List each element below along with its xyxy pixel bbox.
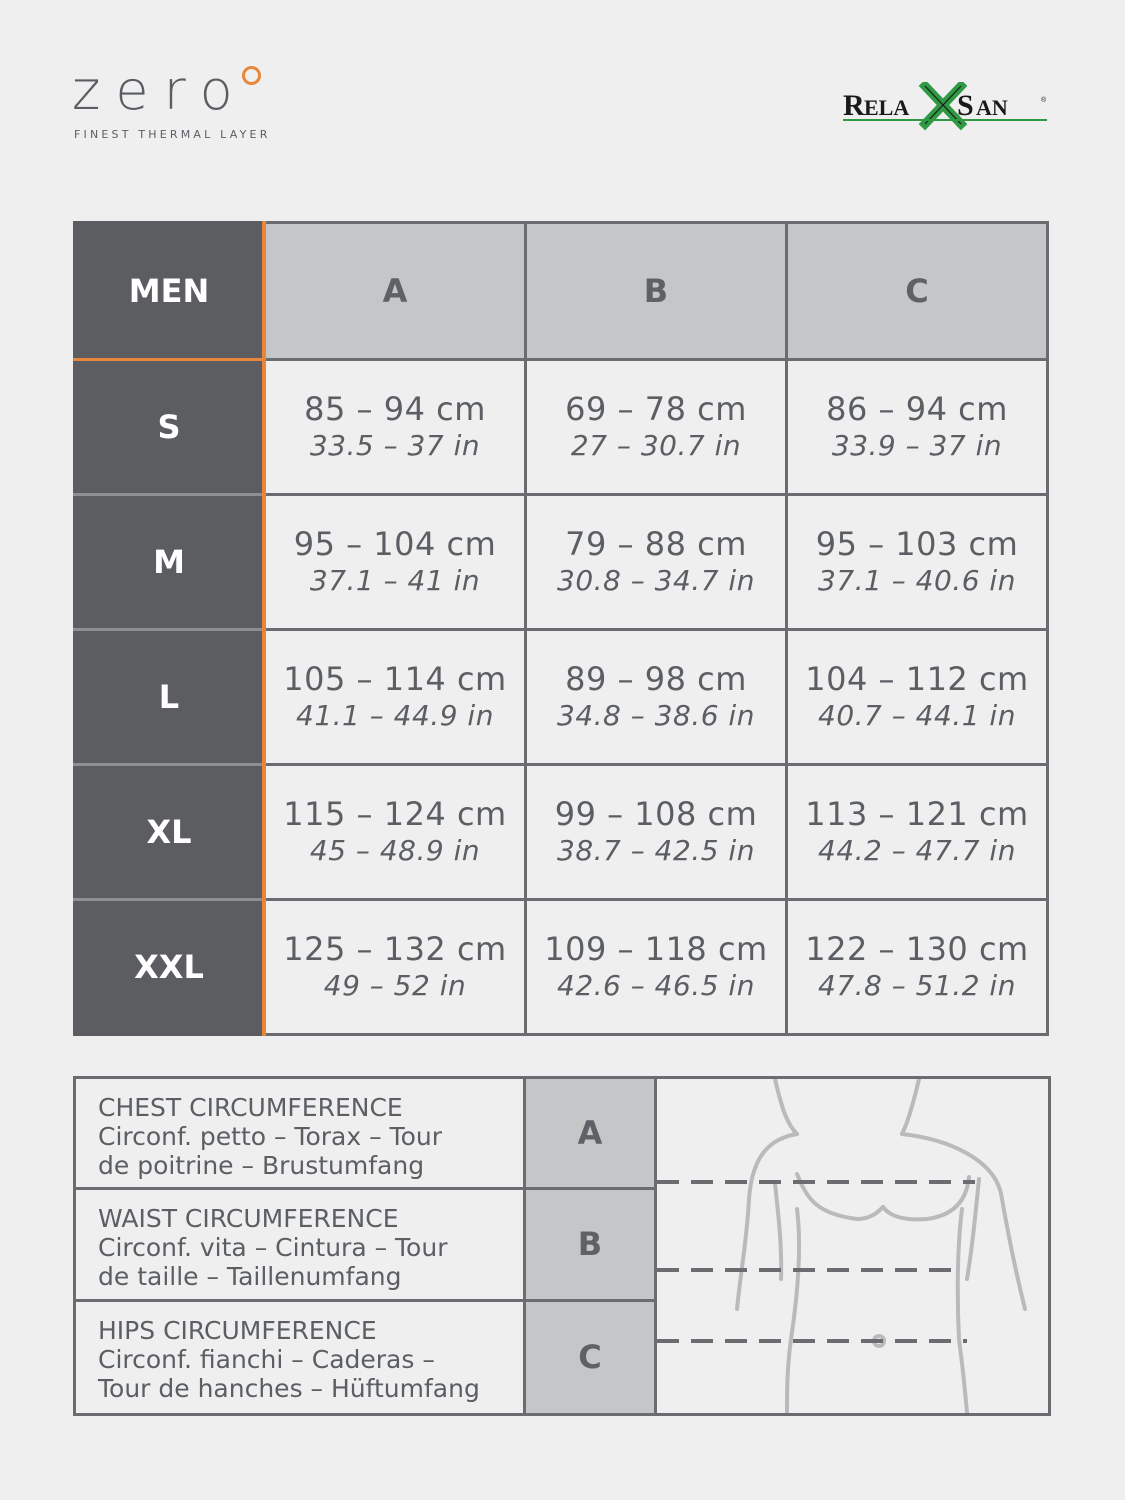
- size-label: XXL: [75, 900, 265, 1035]
- legend-translation: Circonf. petto – Torax – Tour: [98, 1122, 442, 1151]
- inch-value: 33.9 – 37 in: [831, 429, 1003, 463]
- cm-value: 79 – 88 cm: [565, 525, 747, 564]
- inch-value: 27 – 30.7 in: [570, 429, 742, 463]
- inch-value: 30.8 – 34.7 in: [557, 564, 755, 598]
- column-header-a: A: [264, 223, 526, 360]
- degree-circle-icon: [242, 66, 261, 85]
- size-label: M: [75, 495, 265, 630]
- inch-value: 33.5 – 37 in: [309, 429, 481, 463]
- measure-cell: [264, 495, 526, 630]
- zero-wordmark: zero: [72, 59, 248, 122]
- legend-description-a: [76, 1079, 526, 1190]
- inch-value: 37.1 – 40.6 in: [818, 564, 1016, 598]
- table-row: [75, 630, 1048, 765]
- cm-value: 69 – 78 cm: [565, 390, 747, 429]
- legend-translation: de taille – Taillenumfang: [98, 1262, 402, 1292]
- zero-tagline: FINEST THERMAL LAYER: [74, 128, 271, 141]
- inch-value: 45 – 48.9 in: [309, 834, 481, 868]
- measure-cell: [787, 900, 1048, 1035]
- men-corner-label: MEN: [75, 223, 265, 360]
- inch-value: 47.8 – 51.2 in: [818, 969, 1016, 1003]
- measure-cell: [264, 900, 526, 1035]
- svg-text:®: ®: [1041, 97, 1047, 104]
- cm-value: 125 – 132 cm: [283, 930, 507, 969]
- inch-value: 44.2 – 47.7 in: [818, 834, 1016, 868]
- size-label: S: [75, 360, 265, 495]
- legend-translation: Circonf. fianchi – Caderas –: [98, 1344, 435, 1374]
- legend-title: CHEST CIRCUMFERENCE: [98, 1093, 403, 1122]
- measure-cell: [264, 765, 526, 900]
- table-row: [75, 900, 1048, 1035]
- measure-cell: [264, 360, 526, 495]
- cm-value: 122 – 130 cm: [805, 930, 1029, 969]
- svg-text:ELA: ELA: [864, 95, 910, 120]
- cm-value: 85 – 94 cm: [304, 390, 486, 429]
- legend-letter-b: B: [526, 1190, 657, 1301]
- inch-value: 40.7 – 44.1 in: [818, 699, 1016, 733]
- svg-text:AN: AN: [976, 95, 1008, 120]
- table-row: [75, 765, 1048, 900]
- cm-value: 86 – 94 cm: [826, 390, 1008, 429]
- svg-text:S: S: [957, 89, 974, 122]
- column-header-c: C: [787, 223, 1048, 360]
- cm-value: 113 – 121 cm: [805, 795, 1029, 834]
- size-label: L: [75, 630, 265, 765]
- table-row: [75, 360, 1048, 495]
- legend-translation: Tour de hanches – Hüftumfang: [98, 1373, 480, 1403]
- inch-value: 42.6 – 46.5 in: [557, 969, 755, 1003]
- inch-value: 34.8 – 38.6 in: [557, 699, 755, 733]
- size-chart-header-row: [75, 223, 1048, 360]
- legend-title: HIPS CIRCUMFERENCE: [98, 1315, 377, 1345]
- relaxsan-cross-icon: [843, 82, 1053, 132]
- measure-cell: [787, 360, 1048, 495]
- measure-cell: [787, 495, 1048, 630]
- legend-letter-a: A: [526, 1079, 657, 1190]
- measure-cell: [787, 630, 1048, 765]
- measurement-legend: [73, 1076, 1051, 1416]
- legend-letter-c: C: [526, 1302, 657, 1413]
- cm-value: 99 – 108 cm: [554, 795, 758, 834]
- zero-logo: [72, 59, 271, 141]
- measure-cell: [526, 630, 787, 765]
- legend-translation: de poitrine – Brustumfang: [98, 1151, 425, 1180]
- column-header-b: B: [526, 223, 787, 360]
- inch-value: 49 – 52 in: [323, 969, 467, 1003]
- size-chart-table: [73, 221, 1049, 1036]
- measure-cell: [787, 765, 1048, 900]
- cm-value: 109 – 118 cm: [544, 930, 768, 969]
- inch-value: 37.1 – 41 in: [309, 564, 481, 598]
- legend-translation: Circonf. vita – Cintura – Tour: [98, 1233, 448, 1263]
- relaxsan-logo: [843, 82, 1053, 132]
- measure-cell: [526, 765, 787, 900]
- size-label: XL: [75, 765, 265, 900]
- torso-diagram-icon: [657, 1079, 1048, 1413]
- torso-figure: [657, 1079, 1048, 1413]
- legend-title: WAIST CIRCUMFERENCE: [98, 1204, 399, 1234]
- inch-value: 41.1 – 44.9 in: [296, 699, 494, 733]
- cm-value: 104 – 112 cm: [805, 660, 1029, 699]
- measure-cell: [526, 900, 787, 1035]
- cm-value: 105 – 114 cm: [283, 660, 507, 699]
- table-row: [75, 495, 1048, 630]
- legend-description-b: [76, 1190, 526, 1301]
- svg-text:R: R: [843, 89, 865, 122]
- cm-value: 115 – 124 cm: [283, 795, 507, 834]
- inch-value: 38.7 – 42.5 in: [557, 834, 755, 868]
- measure-cell: [526, 360, 787, 495]
- cm-value: 95 – 104 cm: [293, 525, 497, 564]
- measure-cell: [526, 495, 787, 630]
- cm-value: 89 – 98 cm: [565, 660, 747, 699]
- cm-value: 95 – 103 cm: [815, 525, 1019, 564]
- legend-description-c: [76, 1302, 526, 1413]
- measure-cell: [264, 630, 526, 765]
